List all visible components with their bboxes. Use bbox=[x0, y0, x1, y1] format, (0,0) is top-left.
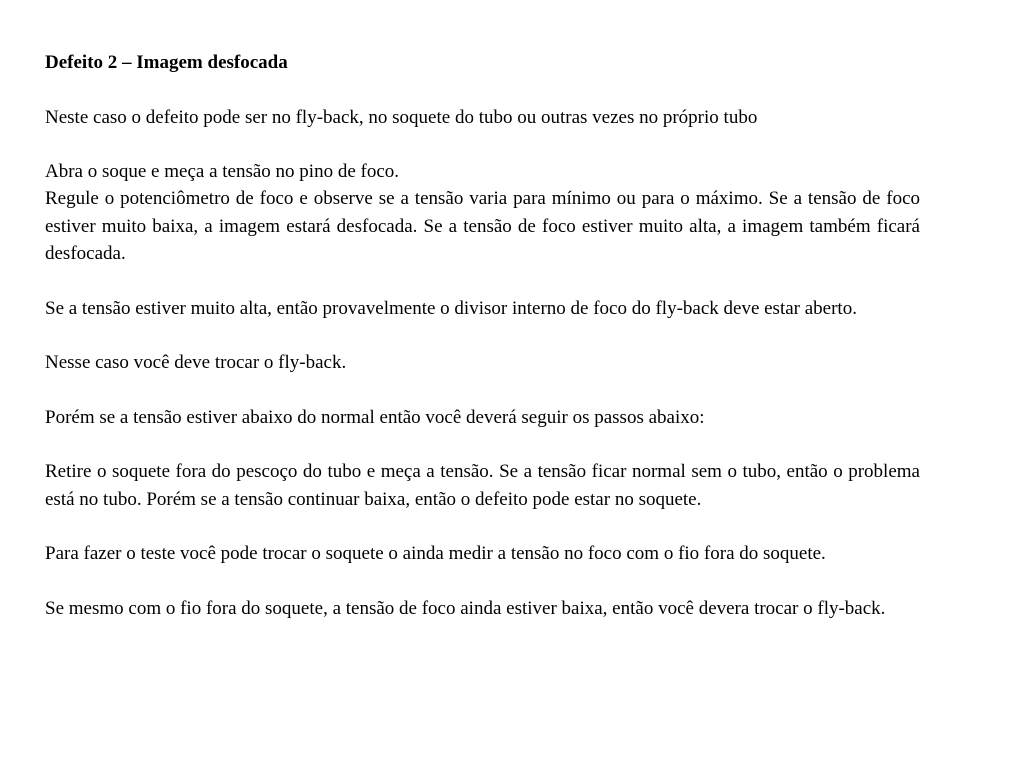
paragraph-defect-location: Neste caso o defeito pode ser no fly-back, no soquete do tubo ou outras vezes no próprio tubo bbox=[45, 106, 758, 128]
paragraph-low-voltage: Porém se a tensão estiver abaixo do normal então você deverá seguir os passos abaixo: bbox=[45, 406, 705, 428]
paragraph-replace-flyback: Nesse caso você deve trocar o fly-back. bbox=[45, 352, 347, 374]
document-title: Defeito 2 – Imagem desfocada bbox=[45, 52, 288, 73]
document-body bbox=[45, 49, 920, 622]
paragraph-adjust-potentiometer: Regule o potenciômetro de foco e observe se a tensão varia para mínimo ou para o máximo. Se a tensão de foco estiver muito baixa, a imagem estará desfocada. Se a tensão de foco estiver muito alta, a imagem também ficará desfocada. bbox=[45, 188, 920, 265]
paragraph-high-voltage: Se a tensão estiver muito alta, então provavelmente o divisor interno de foco do fly-back deve estar aberto. bbox=[45, 297, 857, 319]
paragraph-final-step: Se mesmo com o fio fora do soquete, a tensão de foco ainda estiver baixa, então você devera trocar o fly-back. bbox=[45, 597, 886, 619]
paragraph-measure-voltage: Abra o soque e meça a tensão no pino de foco. bbox=[45, 161, 400, 183]
paragraph-test-socket: Para fazer o teste você pode trocar o soquete o ainda medir a tensão no foco com o fio fora do soquete. bbox=[45, 543, 826, 565]
paragraph-remove-socket: Retire o soquete fora do pescoço do tubo e meça a tensão. Se a tensão ficar normal sem o tubo, então o problema está no tubo. Porém se a tensão continuar baixa, então o defeito pode estar no soquete. bbox=[45, 461, 920, 510]
